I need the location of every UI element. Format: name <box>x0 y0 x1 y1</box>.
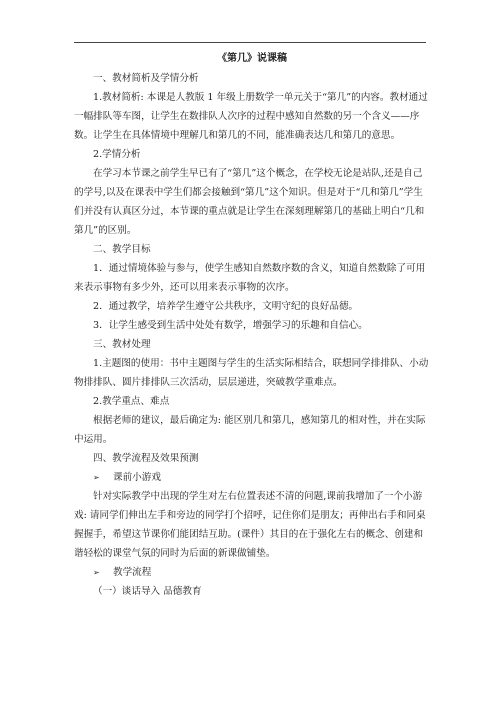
paragraph-student-analysis: 在学习本节课之前学生早已有了“第几”这个概念，在学校无论是站队,还是自己的学号,以及在课表中学生们都会接触到“第几”这个知识。但是对于“几和第几”学生们并没有认真区分过，本节课的重点就是让学生在深刻理解第几的基础上明白“几和第几”的区别。 <box>74 168 425 236</box>
paragraph-goal-3: 3．让学生感受到生活中处处有数学，增强学习的乐趣和自信心。 <box>93 320 368 331</box>
section-heading-2: 二、教学目标 <box>93 244 151 255</box>
section-heading-4: 四、教学流程及效果预测 <box>93 453 199 464</box>
paragraph-theme-image: 1.主题图的使用：书中主题图与学生的生活实际相结合，联想同学排排队、小动物排排队、圆片排排队三次活动，层层递进，突破教学重难点。 <box>74 358 429 388</box>
subheading-key-points: 2.教学重点、难点 <box>93 396 170 407</box>
header-rule <box>74 42 426 43</box>
paragraph-textbook-analysis: 1.教材简析: 本课是人教版 1 年级上册数学一单元关于“第几”的内容。教材通过一幅排队等车图，让学生在数排队人次序的过程中感知自然数的另一个含义——序数。让学生在具体情境中理解几和第几的不同，能准确表达几和第几的意思。 <box>74 92 428 141</box>
section-heading-1: 一、教材简析及学情分析 <box>93 73 199 84</box>
bullet-pre-class-game <box>74 468 430 487</box>
subheading-intro-talk: （一）谈话导入 品德教育 <box>93 586 202 597</box>
arrow-bullet-icon: ➢ <box>93 473 100 482</box>
paragraph-goal-2: 2．通过教学，培养学生遵守公共秩序，文明守纪的良好品德。 <box>93 301 359 312</box>
arrow-bullet-icon: ➢ <box>93 568 100 577</box>
bullet-teaching-flow <box>74 563 430 582</box>
paragraph-key-points: 根据老师的建议，最后确定为: 能区别几和第几，感知第几的相对性，并在实际中运用。 <box>74 415 426 445</box>
document-title: 《第几》说课稿 <box>217 53 287 64</box>
subheading-student-analysis: 2.学情分析 <box>93 149 141 160</box>
paragraph-pre-class-game: 针对实际教学中出现的学生对左右位置表述不清的问题,课前我增加了一个小游戏: 请同学们伸出左手和旁边的同学打个招呼，记住你们是朋友；再伸出右手和同桌握握手，希望这节课你们能团结互助。(课件）其目的在于强化左右的概念、创建和谐轻松的课堂气氛的同时为后面的新课做铺垫。 <box>74 491 426 559</box>
section-heading-3: 三、教材处理 <box>93 339 151 350</box>
document-body <box>74 49 430 601</box>
bullet-label: 教学流程 <box>113 567 152 578</box>
paragraph-goal-1: 1．通过情境体验与参与，使学生感知自然数序数的含义，知道自然数除了可用来表示事物有多少外，还可以用来表示事物的次序。 <box>74 263 426 293</box>
bullet-label: 课前小游戏 <box>113 472 161 483</box>
